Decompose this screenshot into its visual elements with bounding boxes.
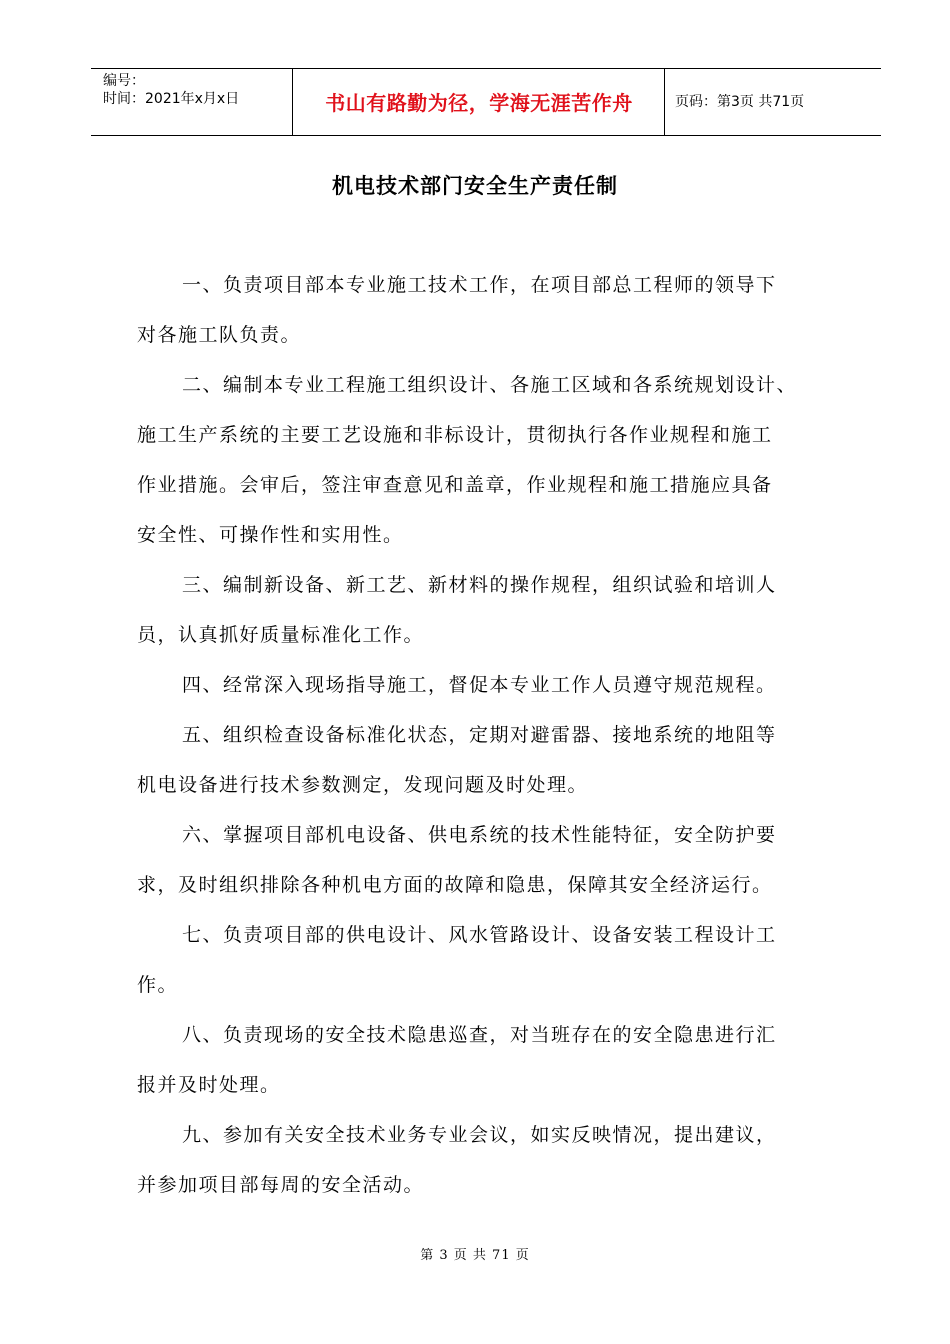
paragraph-line: 对各施工队负责。 <box>137 324 302 346</box>
paragraph-line: 五、组织检查设备标准化状态，定期对避雷器、接地系统的地阻等 <box>182 724 777 746</box>
header-right-cell <box>665 69 881 135</box>
paragraph-line: 四、经常深入现场指导施工，督促本专业工作人员遵守规范规程。 <box>182 674 777 696</box>
paragraph-line: 八、负责现场的安全技术隐患巡查，对当班存在的安全隐患进行汇 <box>182 1024 777 1046</box>
paragraph-line: 三、编制新设备、新工艺、新材料的操作规程，组织试验和培训人 <box>182 574 777 596</box>
paragraph-line: 并参加项目部每周的安全活动。 <box>137 1174 425 1196</box>
paragraph-line: 报并及时处理。 <box>137 1074 281 1096</box>
paragraph-line: 一、负责项目部本专业施工技术工作，在项目部总工程师的领导下 <box>182 274 777 296</box>
paragraph-line: 求，及时组织排除各种机电方面的故障和隐患，保障其安全经济运行。 <box>137 874 773 896</box>
page-footer: 第 3 页 共 71 页 <box>420 1248 530 1263</box>
header-motto: 书山有路勤为径，学海无涯苦作舟 <box>325 91 633 115</box>
paragraph-line: 六、掌握项目部机电设备、供电系统的技术性能特征，安全防护要 <box>182 824 777 846</box>
paragraph-line: 员，认真抓好质量标准化工作。 <box>137 624 425 646</box>
paragraph-line: 九、参加有关安全技术业务专业会议，如实反映情况，提出建议， <box>182 1124 777 1146</box>
paragraph-line: 机电设备进行技术参数测定，发现问题及时处理。 <box>137 774 589 796</box>
paragraph-line: 七、负责项目部的供电设计、风水管路设计、设备安装工程设计工 <box>182 924 777 946</box>
header-middle-cell <box>293 69 665 135</box>
serial-label: 编号： <box>103 73 145 89</box>
paragraph-line: 作。 <box>137 974 179 996</box>
page-header <box>91 68 881 136</box>
paragraph-line: 安全性、可操作性和实用性。 <box>137 524 404 546</box>
paragraph-line: 作业措施。会审后，签注审查意见和盖章，作业规程和施工措施应具备 <box>137 474 773 496</box>
page-number-label: 页码：第3页 共71页 <box>675 94 805 110</box>
paragraph-line: 施工生产系统的主要工艺设施和非标设计，贯彻执行各作业规程和施工 <box>137 424 773 446</box>
document-title: 机电技术部门安全生产责任制 <box>332 174 618 198</box>
paragraph-line: 二、编制本专业工程施工组织设计、各施工区域和各系统规划设计、 <box>182 374 798 396</box>
header-left-cell <box>91 69 293 135</box>
time-label: 时间：2021年x月x日 <box>103 91 240 107</box>
